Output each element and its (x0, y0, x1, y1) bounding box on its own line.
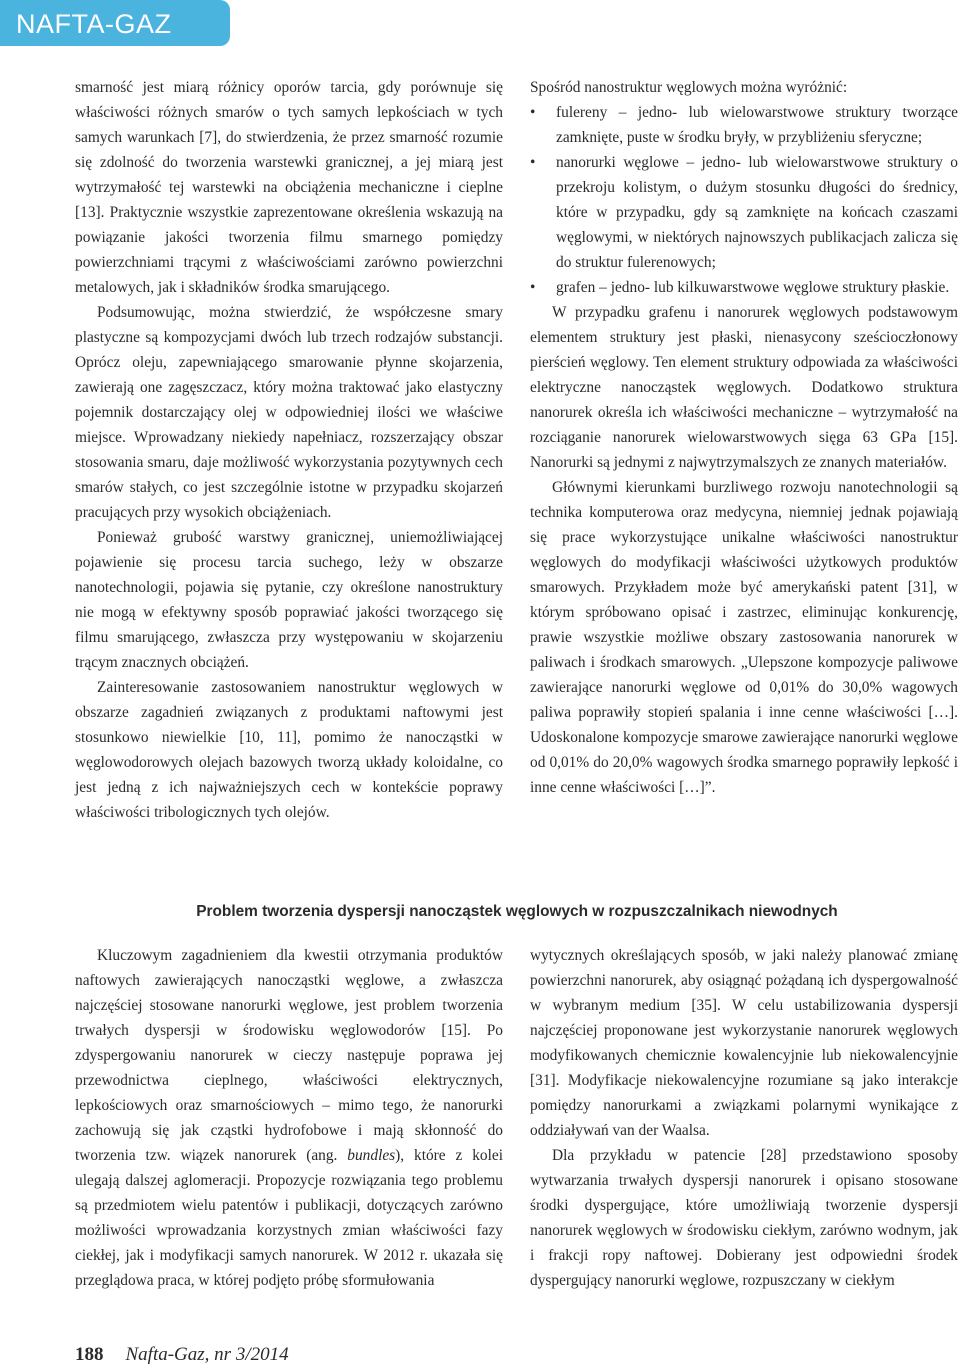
journal-header-title: NAFTA-GAZ (16, 9, 172, 39)
paragraph: Głównymi kierunkami burzliwego rozwoju nanotechnologii są technika komputerowa oraz medycyna, niemniej jednak pojawiają się prace wykorzystujące unikalne właściwości nanostruktur węglowych do modyfikacji właściwości użytkowych produktów smarowych. Przykładem może być amerykański patent [31], w którym spróbowano opisać i zastrzec, eliminując konkurencję, prawie wszystkie możliwe obszary zastosowania nanorurek w paliwach i środkach smarowych. „Ulepszone kompozycje paliwowe zawierające nanorurki węglowe od 0,01% do 30,0% wagowych paliwa poprawiły stopień spalania i inne cenne właściwości […]. Udoskonalone kompozycje smarowe zawierające nanorurki węglowe od 0,01% do 20,0% wagowych środka smarnego poprawiły lepkość i inne cenne właściwości […]”. (530, 479, 958, 796)
column-top-right (530, 75, 958, 800)
list-item: • fulereny – jedno- lub wielowarstwowe struktury tworzące zamknięte, puste w środku bryły, w przybliżeniu sferyczne; (530, 100, 958, 150)
page-footer (75, 1344, 289, 1366)
list-item: • grafen – jedno- lub kilkuwarstwowe węglowe struktury płaskie. (530, 275, 958, 300)
column-bottom-left (75, 943, 503, 1293)
journal-issue: Nafta-Gaz, nr 3/2014 (125, 1344, 289, 1365)
list-intro: Spośród nanostruktur węglowych można wyróżnić: (530, 79, 848, 96)
paragraph: wytycznych określających sposób, w jaki należy planować zmianę powierzchni nanorurek, aby osiągnąć pożądaną ich dyspergowalność w wybranym medium [35]. W celu ustabilizowania dyspersji najczęściej proponowane jest wykorzystanie nanorurek węglowych modyfikowanych chemicznie kowalencyjnie lub niekowalencyjnie [31]. Modyfikacje niekowalencyjne rozumiane są jako interakcje pomiędzy nanorurkami a związkami polarnymi wynikające z oddziaływań van der Waalsa. (530, 947, 958, 1139)
paragraph: smarność jest miarą różnicy oporów tarcia, gdy porównuje się właściwości różnych smarów o tych samych lepkościach w tych samych warunkach [7], do stwierdzenia, że przez smarność rozumie się zdolność do tworzenia warstewki granicznej, a jej miarą jest wytrzymałość tej warstewki na obciążenia mechaniczne i cieplne [13]. Praktycznie wszystkie zaprezentowane określenia wskazują na powiązanie jakości tworzenia filmu smarnego pomiędzy powierzchniami trącymi z właściwościami zarówno powierzchni metalowych, jak i składników środka smarującego. (75, 79, 503, 296)
nanostructure-list (530, 100, 958, 300)
paragraph: Ponieważ grubość warstwy granicznej, uniemożliwiającej pojawienie się procesu tarcia suchego, leży w obszarze nanotechnologii, pojawia się pytanie, czy określone nanostruktury nie mogą w efektywny sposób poprawiać jakości tworzącego się filmu smarującego, zwłaszcza przy występowaniu w skojarzeniu trącym znacznych obciążeń. (75, 529, 503, 671)
text-run: ), które z kolei ulegają dalszej aglomeracji. Propozycje rozwiązania tego problemu są przedmiotem wielu patentów i publikacji, dotyczących zarówno możliwości wprowadzania korzystnych zmian właściwości fazy ciekłej, jak i modyfikacji samych nanorurek. W 2012 r. ukazała się przeglądowa praca, w której podjęto próbę sformułowania (75, 1147, 503, 1289)
paragraph: W przypadku grafenu i nanorurek węglowych podstawowym elementem struktury jest płaski, nienasycony sześcioczłonowy pierścień węglowy. Ten element struktury odpowiada za właściwości elektryczne nanocząstek węglowych. Dodatkowo struktura nanorurek określa ich właściwości mechaniczne – wytrzymałość na rozciąganie nanorurek wielowarstwowych sięga 63 GPa [15]. Nanorurki są jednymi z najwytrzymalszych ze znanych materiałów. (530, 304, 958, 471)
column-top-left (75, 75, 503, 825)
italic-term: bundles (347, 1147, 396, 1164)
page-number: 188 (75, 1344, 104, 1365)
paragraph (75, 943, 503, 1293)
list-item: • nanorurki węglowe – jedno- lub wielowarstwowe struktury o przekroju kolistym, o dużym stosunku długości do średnicy, które w przypadku, gdy są zamknięte na końcach czaszami węglowymi, w niektórych najnowszych publikacjach zalicza się do struktur fulerenowych; (530, 150, 958, 275)
header-band (0, 0, 230, 46)
text-run: Kluczowym zagadnieniem dla kwestii otrzymania produktów naftowych zawierających nanocząstki węglowe, a zwłaszcza najczęściej stosowane nanorurki węglowe, jest problem tworzenia trwałych dyspersji w środowisku węglowodorów [15]. Po zdyspergowaniu nanorurek w cieczy następuje poprawa jej przewodnictwa cieplnego, właściwości elektrycznych, lepkościowych oraz smarnościowych – mimo tego, że nanorurki zachowują się jak cząstki hydrofobowe i mają skłonność do tworzenia tzw. wiązek nanorurek (ang. (75, 947, 503, 1164)
paragraph: Zainteresowanie zastosowaniem nanostruktur węglowych w obszarze zagadnień związanych z produktami naftowymi jest stosunkowo niewielkie [10, 11], pomimo że nanocząstki w węglowodorowych olejach bazowych tworzą układy koloidalne, co jest jedną z ich najważniejszych cech w kontekście poprawy właściwości tribologicznych tych olejów. (75, 679, 503, 821)
paragraph: Dla przykładu w patencie [28] przedstawiono sposoby wytwarzania trwałych dyspersji nanorurek i opisano stosowane środki dyspergujące, które umożliwiają tworzenie dyspersji nanorurek węglowych w środowisku ciekłym, zarówno wodnym, jak i frakcji ropy naftowej. Dobierany jest odpowiedni środek dyspergujący nanorurki węglowe, rozpuszczany w ciekłym (530, 1147, 958, 1289)
section-heading: Problem tworzenia dyspersji nanocząstek węglowych w rozpuszczalnikach niewodnych (196, 903, 838, 920)
paragraph: Podsumowując, można stwierdzić, że współczesne smary plastyczne są kompozycjami dwóch lub trzech rodzajów substancji. Oprócz oleju, zapewniającego smarowanie płynne skojarzenia, zawierają one zagęszczacz, który można traktować jako elastyczny pojemnik dostarczający olej w odpowiedniej ilości we właściwe miejsce. Wprowadzany niekiedy napełniacz, rozszerzający obszar stosowania smaru, daje możliwość wykorzystania pozytywnych cech smarów stałych, co jest szczególnie istotne w przypadku skojarzeń pracujących przy wysokich obciążeniach. (75, 304, 503, 521)
column-bottom-right (530, 943, 958, 1293)
